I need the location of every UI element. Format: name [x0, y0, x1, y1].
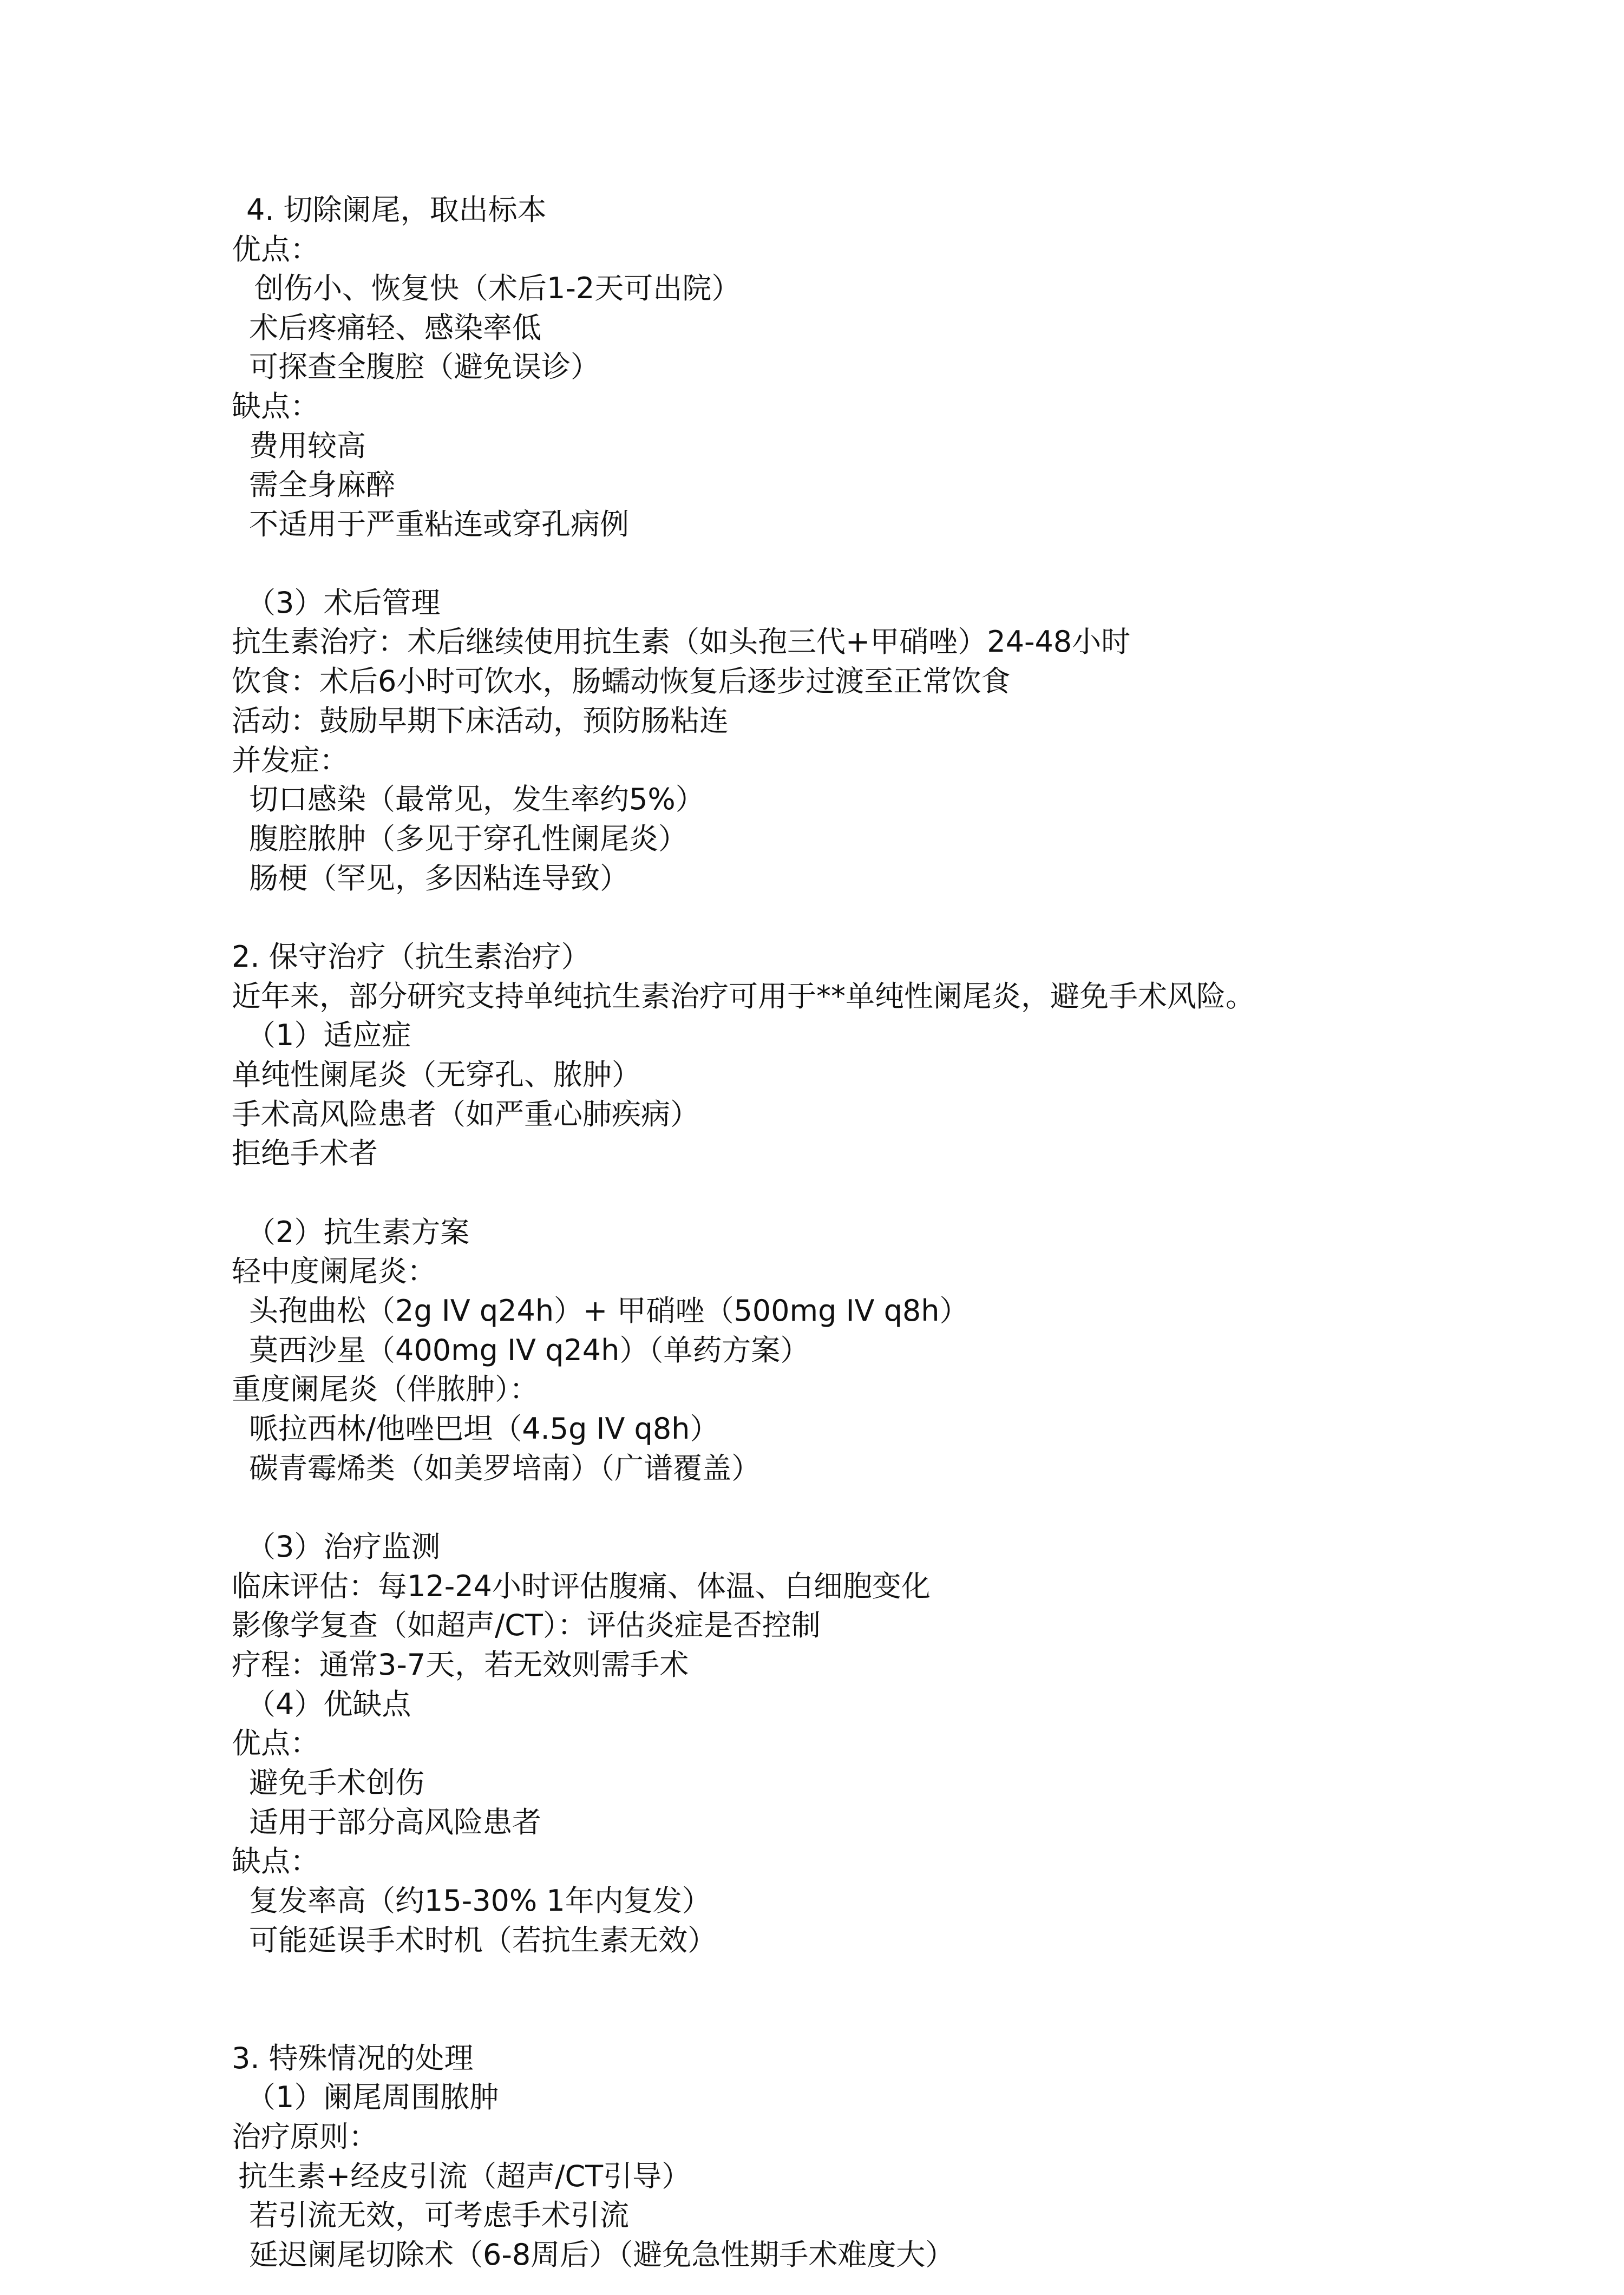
text-line: 缺点： [232, 1844, 319, 1878]
text-line: 活动：鼓励早期下床活动，预防肠粘连 [232, 704, 729, 738]
text-line: 临床评估：每12-24小时评估腹痛、体温、白细胞变化 [232, 1569, 931, 1603]
text-line: 优点： [232, 1726, 319, 1760]
text-line: 避免手术创伤 [249, 1766, 424, 1800]
text-line: 2. 保守治疗（抗生素治疗） [232, 940, 591, 974]
text-line: 腹腔脓肿（多见于穿孔性阑尾炎） [249, 822, 687, 856]
text-line: （1）适应症 [246, 1018, 411, 1052]
text-line: 饮食：术后6小时可饮水，肠蠕动恢复后逐步过渡至正常饮食 [232, 664, 1011, 698]
text-line: 单纯性阑尾炎（无穿孔、脓肿） [232, 1058, 641, 1092]
text-line: 可能延误手术时机（若抗生素无效） [249, 1923, 717, 1957]
text-line: 优点： [232, 232, 319, 266]
text-line: 抗生素+经皮引流（超声/CT引导） [238, 2159, 691, 2193]
text-line: 费用较高 [249, 429, 366, 463]
text-line: 切口感染（最常见，发生率约5%） [249, 782, 705, 816]
text-line: 重度阑尾炎（伴脓肿）： [232, 1372, 539, 1406]
text-line: 抗生素治疗：术后继续使用抗生素（如头孢三代+甲硝唑）24-48小时 [232, 625, 1131, 659]
text-line: 治疗原则： [232, 2120, 378, 2154]
text-line: 轻中度阑尾炎： [232, 1254, 436, 1288]
text-line: 莫西沙星（400mg IV q24h）（单药方案） [249, 1333, 810, 1367]
text-line: 近年来，部分研究支持单纯抗生素治疗可用于**单纯性阑尾炎，避免手术风险。 [232, 979, 1255, 1013]
text-line: 头孢曲松（2g IV q24h）+ 甲硝唑（500mg IV q8h） [249, 1294, 969, 1328]
text-line: 碳青霉烯类（如美罗培南）（广谱覆盖） [249, 1451, 761, 1485]
text-line: （3）治疗监测 [246, 1530, 441, 1564]
text-line: 影像学复查（如超声/CT）：评估炎症是否控制 [232, 1608, 821, 1642]
text-line: 术后疼痛轻、感染率低 [249, 311, 541, 345]
text-line: （3）术后管理 [246, 586, 441, 620]
text-line: 若引流无效，可考虑手术引流 [249, 2198, 629, 2232]
text-line: 创伤小、恢复快（术后1-2天可出院） [254, 271, 741, 305]
text-line: 疗程：通常3-7天，若无效则需手术 [232, 1648, 689, 1682]
text-line: 缺点： [232, 389, 319, 423]
text-line: 4. 切除阑尾，取出标本 [246, 193, 547, 227]
text-line: 肠梗（罕见，多因粘连导致） [249, 861, 629, 895]
text-line: 延迟阑尾切除术（6-8周后）（避免急性期手术难度大） [249, 2238, 955, 2272]
text-line: 复发率高（约15-30% 1年内复发） [249, 1884, 711, 1918]
text-line: 3. 特殊情况的处理 [232, 2041, 474, 2075]
text-line: 拒绝手术者 [232, 1136, 378, 1170]
text-line: （4）优缺点 [246, 1687, 411, 1721]
text-line: （1）阑尾周围脓肿 [246, 2080, 499, 2114]
text-line: 哌拉西林/他唑巴坦（4.5g IV q8h） [249, 1412, 719, 1446]
text-line: 手术高风险患者（如严重心肺疾病） [232, 1097, 699, 1131]
text-line: （2）抗生素方案 [246, 1215, 470, 1249]
text-line: 可探查全腹腔（避免误诊） [249, 350, 600, 384]
text-line: 需全身麻醉 [249, 468, 395, 502]
text-line: 适用于部分高风险患者 [249, 1805, 541, 1839]
text-line: 不适用于严重粘连或穿孔病例 [249, 507, 629, 541]
text-line: 并发症： [232, 743, 349, 777]
